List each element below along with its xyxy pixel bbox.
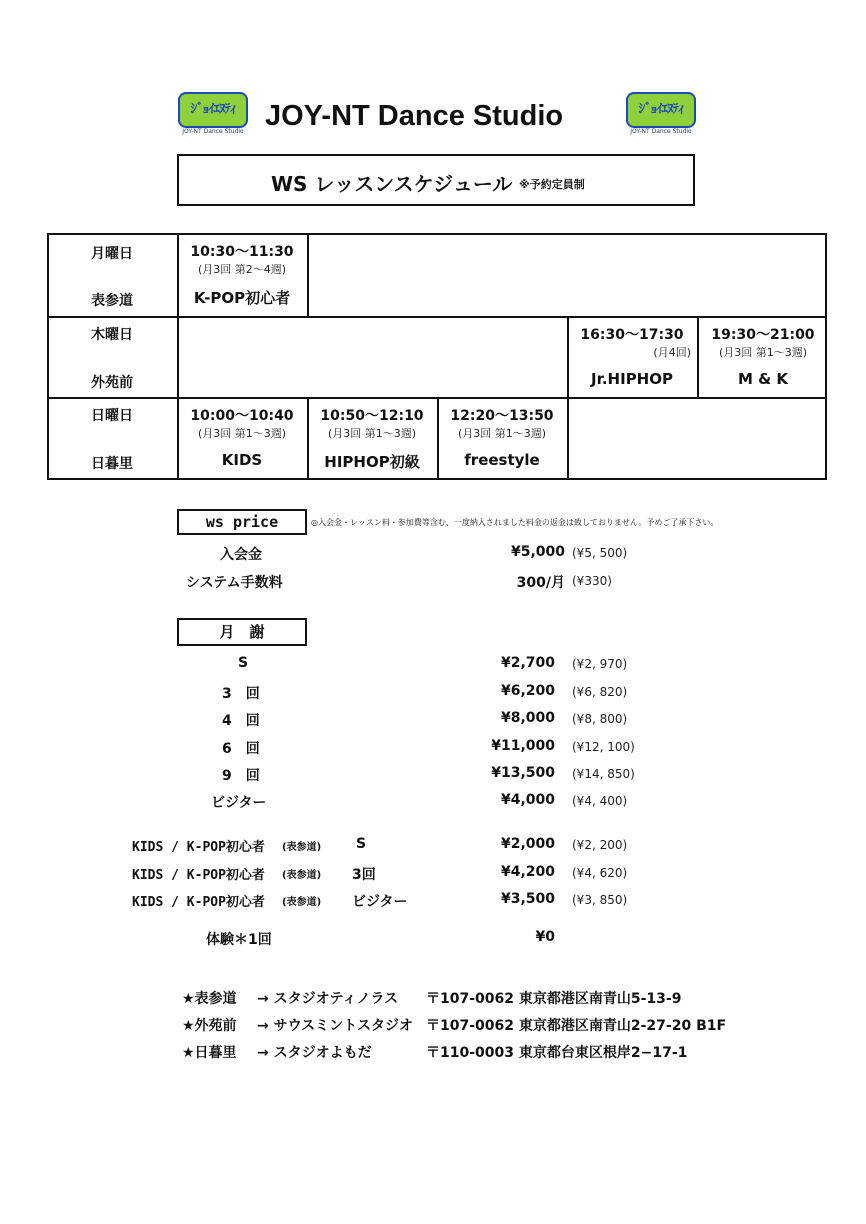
- place-omotesando: 表参道: [91, 293, 133, 309]
- schedule-table: [47, 233, 827, 480]
- slot-time: 10:30〜11:30: [190, 244, 294, 260]
- schedule-slot: [439, 405, 565, 469]
- studio-name: JOY-NT Dance Studio: [265, 100, 564, 132]
- studio-logo-right: [626, 92, 696, 140]
- system-fee-tax: (¥330): [572, 574, 612, 588]
- day-thursday: 木曜日: [91, 327, 133, 343]
- monthly-plan-value: ¥11,000: [491, 738, 555, 754]
- day-monday: 月曜日: [91, 246, 133, 262]
- monthly-plan-label: 6 回: [222, 741, 260, 757]
- slot-note: (月3回 第1〜3週): [718, 346, 808, 359]
- schedule-slot: [569, 324, 695, 388]
- system-fee-label: システム手数料: [186, 575, 283, 591]
- monthly-plan-label: 3 回: [222, 686, 260, 702]
- monthly-plan-value: ¥4,000: [500, 792, 555, 808]
- kids-plan-place: (表参道): [282, 842, 322, 853]
- monthly-plan-label: 9 回: [222, 768, 260, 784]
- kids-plan-prefix: KIDS / K-POP初心者: [132, 868, 265, 883]
- slot-class: M & K: [737, 370, 789, 388]
- kids-plan-place: (表参道): [282, 897, 322, 908]
- entry-fee-label: 入会金: [220, 547, 262, 563]
- logo-text: ｼﾞｮｲｴﾇﾃｨ: [628, 94, 694, 126]
- slot-class: Jr.HIPHOP: [591, 370, 673, 388]
- monthly-plan-tax: (¥2, 970): [572, 657, 628, 671]
- monthly-plan-tax: (¥4, 400): [572, 794, 628, 808]
- kids-plan-value: ¥4,200: [500, 864, 555, 880]
- kids-plan-tax: (¥4, 620): [572, 866, 628, 880]
- slot-time: 10:00〜10:40: [190, 408, 294, 424]
- monthly-plan-value: ¥6,200: [500, 683, 555, 699]
- kids-plan-label: ビジター: [352, 894, 408, 910]
- slot-note: (月3回 第1〜3週): [327, 427, 417, 440]
- schedule-slot: [309, 405, 435, 472]
- slot-time: 16:30〜17:30: [580, 327, 684, 343]
- monthly-plan-label: ビジター: [211, 795, 267, 811]
- kids-plan-value: ¥3,500: [500, 891, 555, 907]
- address-label: ★表参道: [182, 991, 237, 1007]
- logo-caption: JOY-NT Dance Studio: [630, 128, 692, 135]
- entry-fee-tax: (¥5, 500): [572, 546, 628, 560]
- system-fee-value: 300/月: [516, 575, 565, 591]
- price-note: ◎入会金・レッスン料・参加費等含む、一度納入されました料金の返金は致しておりません。予めご了承下さい。: [311, 518, 719, 527]
- entry-fee-value: ¥5,000: [510, 544, 565, 560]
- schedule-title-box: [177, 154, 695, 206]
- logo-caption: JOY-NT Dance Studio: [182, 128, 244, 135]
- kids-plan-label: 3回: [352, 867, 376, 883]
- address-text: 〒107-0062 東京都港区南青山2-27-20 B1F: [426, 1018, 727, 1034]
- monthly-plan-label: 4 回: [222, 713, 260, 729]
- schedule-slot: [699, 324, 827, 388]
- slot-class: freestyle: [464, 451, 540, 469]
- kids-plan-tax: (¥3, 850): [572, 893, 628, 907]
- monthly-plan-tax: (¥8, 800): [572, 712, 628, 726]
- place-nippori: 日暮里: [91, 456, 133, 472]
- kids-plan-prefix: KIDS / K-POP初心者: [132, 895, 265, 910]
- slot-time: 19:30〜21:00: [711, 327, 815, 343]
- kids-plan-prefix: KIDS / K-POP初心者: [132, 840, 265, 855]
- address-text: 〒110-0003 東京都台東区根岸2−17-1: [426, 1045, 688, 1061]
- trial-label: 体験＊1回: [206, 932, 272, 948]
- address-studio: → スタジオティノラス: [257, 991, 399, 1007]
- monthly-plan-label: S: [238, 655, 249, 671]
- slot-note: (月4回): [653, 346, 691, 359]
- slot-note: (月3回 第1〜3週): [197, 427, 287, 440]
- monthly-fee-label: 月 謝: [177, 618, 307, 646]
- monthly-plan-tax: (¥14, 850): [572, 767, 635, 781]
- monthly-plan-value: ¥13,500: [491, 765, 555, 781]
- slot-class: K-POP初心者: [193, 289, 291, 307]
- address-studio: → サウスミントスタジオ: [257, 1018, 414, 1034]
- schedule-slot: [179, 405, 305, 469]
- trial-value: ¥0: [535, 929, 555, 945]
- slot-note: (月3回 第1〜3週): [457, 427, 547, 440]
- studio-logo-left: [178, 92, 248, 140]
- kids-plan-tax: (¥2, 200): [572, 838, 628, 852]
- address-label: ★日暮里: [182, 1045, 237, 1061]
- logo-text: ｼﾞｮｲｴﾇﾃｨ: [180, 94, 246, 126]
- address-label: ★外苑前: [182, 1018, 237, 1034]
- address-studio: → スタジオよもだ: [257, 1045, 372, 1061]
- schedule-slot: [179, 241, 305, 308]
- slot-class: KIDS: [221, 451, 263, 469]
- kids-plan-label: S: [356, 836, 367, 852]
- address-text: 〒107-0062 東京都港区南青山5-13-9: [426, 991, 682, 1007]
- slot-time: 10:50〜12:10: [320, 408, 424, 424]
- schedule-note: ※予約定員制: [519, 178, 585, 191]
- slot-class: HIPHOP初級: [324, 453, 420, 471]
- ws-price-label: ws price: [177, 509, 307, 535]
- monthly-plan-tax: (¥6, 820): [572, 685, 628, 699]
- kids-plan-value: ¥2,000: [500, 836, 555, 852]
- slot-note: (月3回 第2〜4週): [197, 263, 287, 276]
- day-sunday: 日曜日: [91, 408, 133, 424]
- schedule-title: WS レッスンスケジュール: [271, 172, 513, 196]
- kids-plan-place: (表参道): [282, 870, 322, 881]
- monthly-plan-value: ¥8,000: [500, 710, 555, 726]
- slot-time: 12:20〜13:50: [450, 408, 554, 424]
- monthly-plan-tax: (¥12, 100): [572, 740, 635, 754]
- place-gaienmae: 外苑前: [91, 375, 133, 391]
- monthly-plan-value: ¥2,700: [500, 655, 555, 671]
